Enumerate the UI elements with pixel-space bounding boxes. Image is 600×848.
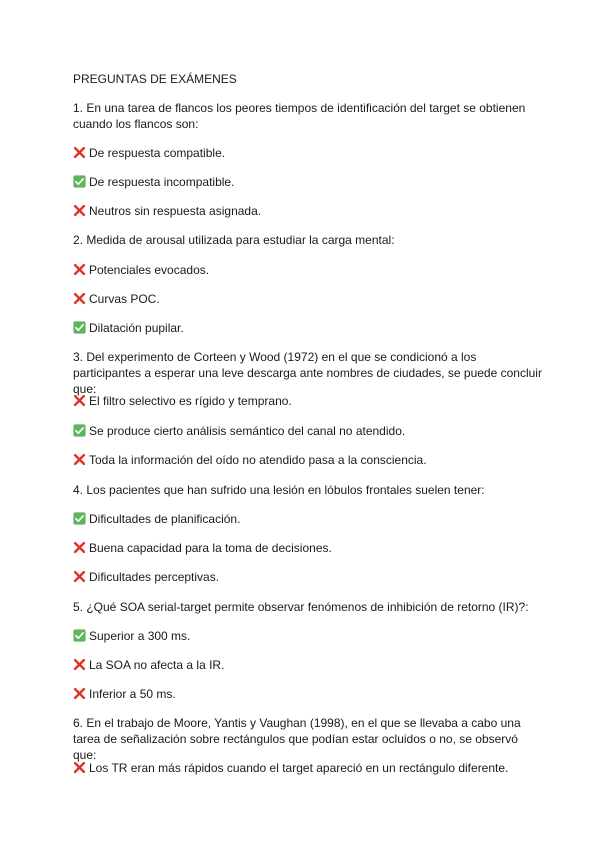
question-2-option-2 [73, 291, 543, 307]
page-title: PREGUNTAS DE EXÁMENES [73, 72, 237, 86]
cross-mark-icon [73, 146, 86, 159]
question-2-text: 2. Medida de arousal utilizada para estudiar la carga mental: [73, 233, 395, 247]
question-1-text: 1. En una tarea de flancos los peores tiempos de identificación del target se obtienen cuando los flancos son: [73, 101, 526, 131]
option-text: Toda la información del oído no atendido pasa a la consciencia. [89, 453, 427, 467]
cross-mark-icon [73, 570, 86, 583]
check-mark-icon [73, 175, 86, 188]
option-text: De respuesta incompatible. [89, 175, 235, 189]
cross-mark-icon [73, 394, 86, 407]
option-text: Neutros sin respuesta asignada. [89, 204, 262, 218]
question-4-text: 4. Los pacientes que han sufrido una lesión en lóbulos frontales suelen tener: [73, 483, 485, 497]
question-4-option-3 [73, 569, 543, 585]
check-mark-icon [73, 424, 86, 437]
question-1-option-3 [73, 203, 543, 219]
question-5-option-2 [73, 657, 543, 673]
question-4-option-2 [73, 540, 543, 556]
option-text: Dificultades perceptivas. [89, 570, 220, 584]
cross-mark-icon [73, 687, 86, 700]
cross-mark-icon [73, 204, 86, 217]
question-3-option-3 [73, 452, 543, 468]
question-6-option-1 [73, 760, 543, 776]
option-text: Buena capacidad para la toma de decisiones. [89, 541, 332, 555]
cross-mark-icon [73, 761, 86, 774]
option-text: Inferior a 50 ms. [89, 687, 176, 701]
option-text: Dificultades de planificación. [89, 512, 241, 526]
question-3-option-2 [73, 423, 543, 439]
cross-mark-icon [73, 263, 86, 276]
check-mark-icon [73, 321, 86, 334]
cross-mark-icon [73, 453, 86, 466]
question-6-text: 6. En el trabajo de Moore, Yantis y Vaughan (1998), en el que se llevaba a cabo una tarea de señalización sobre rectángulos que podían estar ocluidos o no, se observó que: [73, 716, 521, 762]
option-text: La SOA no afecta a la IR. [89, 658, 225, 672]
question-3-option-1 [73, 393, 543, 409]
cross-mark-icon [73, 292, 86, 305]
question-2-option-1 [73, 262, 543, 278]
option-text: Superior a 300 ms. [89, 629, 191, 643]
question-5-option-3 [73, 686, 543, 702]
cross-mark-icon [73, 658, 86, 671]
option-text: El filtro selectivo es rígido y temprano. [89, 394, 292, 408]
check-mark-icon [73, 512, 86, 525]
question-2-option-3 [73, 320, 543, 336]
option-text: Dilatación pupilar. [89, 321, 184, 335]
question-1-option-1 [73, 145, 543, 161]
question-5-option-1 [73, 628, 543, 644]
option-text: Potenciales evocados. [89, 263, 210, 277]
cross-mark-icon [73, 541, 86, 554]
option-text: Los TR eran más rápidos cuando el target apareció en un rectángulo diferente. [89, 761, 509, 775]
check-mark-icon [73, 629, 86, 642]
question-5-text: 5. ¿Qué SOA serial-target permite observar fenómenos de inhibición de retorno (IR)?: [73, 600, 529, 614]
option-text: Curvas POC. [89, 292, 160, 306]
question-3-text: 3. Del experimento de Corteen y Wood (1972) en el que se condicionó a los participantes a esperar una leve descarga ante nombres de ciudades, se puede concluir que: [73, 350, 542, 396]
question-4-option-1 [73, 511, 543, 527]
question-1-option-2 [73, 174, 543, 190]
option-text: Se produce cierto análisis semántico del canal no atendido. [89, 424, 406, 438]
option-text: De respuesta compatible. [89, 146, 226, 160]
